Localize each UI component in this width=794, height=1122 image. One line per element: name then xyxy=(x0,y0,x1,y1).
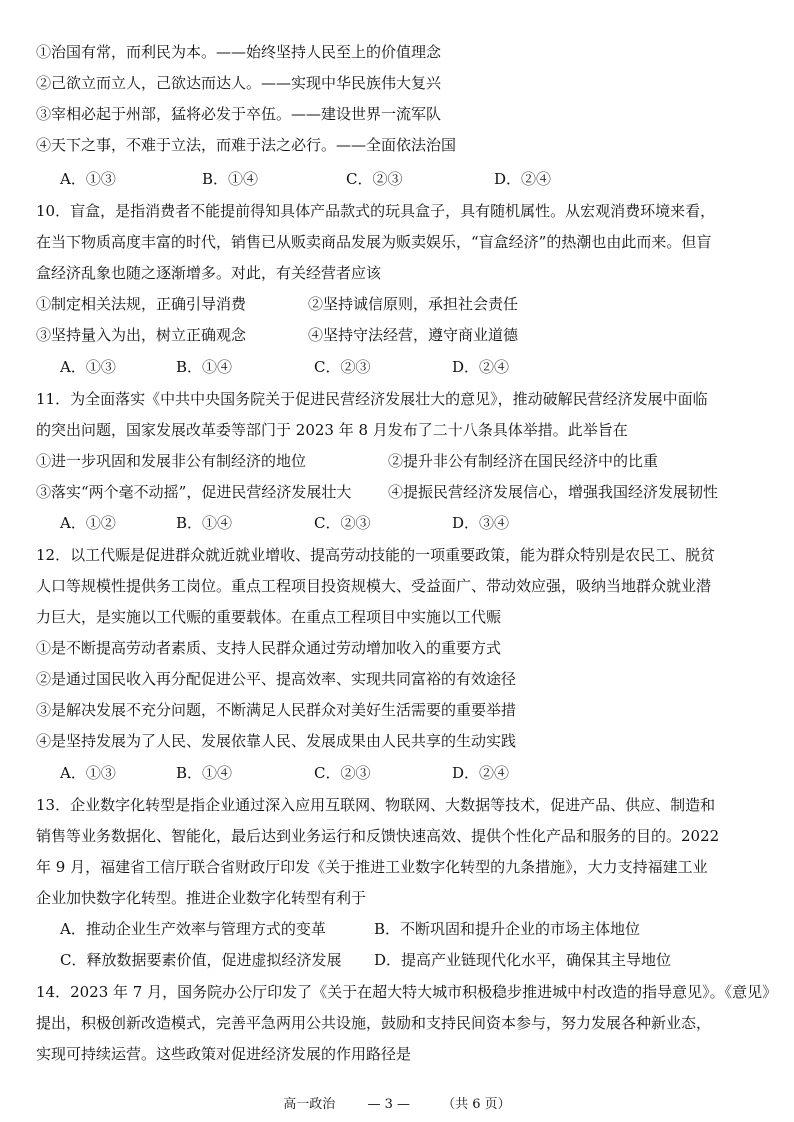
q10-choice-d: D．②④ xyxy=(452,358,510,376)
q11-item-3: ③落实“两个毫不动摇”，促进民营经济发展壮大 xyxy=(36,483,352,501)
q10-item-4: ④坚持守法经营，遵守商业道德 xyxy=(308,326,519,344)
q12-stem-1: 12．以工代赈是促进群众就近就业增收、提高劳动技能的一项重要政策，能为群众特别是农民工、脱贫 xyxy=(36,546,716,564)
q13-choice-b: B．不断巩固和提升企业的市场主体地位 xyxy=(374,920,641,938)
q10-item-3: ③坚持量入为出，树立正确观念 xyxy=(36,326,247,344)
q12-item-1: ①是不断提高劳动者素质、支持人民群众通过劳动增加收入的重要方式 xyxy=(36,639,502,657)
q9-item-4: ④天下之事，不难于立法，而难于法之必行。——全面依法治国 xyxy=(36,136,457,154)
q9-item-3: ③宰相必起于州部，猛将必发于卒伍。——建设世界一流军队 xyxy=(36,105,442,123)
q12-item-3: ③是解决发展不充分问题，不断满足人民群众对美好生活需要的重要举措 xyxy=(36,701,517,719)
q12-stem-2: 人口等规模性提供务工岗位。重点工程项目投资规模大、受益面广、带动效应强，吸纳当地群众就业潜 xyxy=(36,577,712,595)
q10-stem-3: 盒经济乱象也随之逐渐增多。对此，有关经营者应该 xyxy=(36,264,382,282)
q12-choice-a: A．①③ xyxy=(60,764,116,782)
q13-choice-c: C．释放数据要素价值，促进虚拟经济发展 xyxy=(60,951,342,969)
q13-stem-1: 13．企业数字化转型是指企业通过深入应用互联网、物联网、大数据等技术，促进产品、供应、制造和 xyxy=(36,796,716,814)
q12-choice-b: B．①④ xyxy=(176,764,233,782)
q13-stem-3: 年 9 月，福建省工信厅联合省财政厅印发《关于推进工业数字化转型的九条措施》，大力支持福建工业 xyxy=(36,858,708,876)
q13-choice-d: D．提高产业链现代化水平，确保其主导地位 xyxy=(374,951,672,969)
q9-item-2: ②己欲立而立人，己欲达而达人。——实现中华民族伟大复兴 xyxy=(36,74,442,92)
q13-stem-4: 企业加快数字化转型。推进企业数字化转型有利于 xyxy=(36,889,367,907)
q11-choice-c: C．②③ xyxy=(314,514,371,532)
q11-stem-1: 11．为全面落实《中共中央国务院关于促进民营经济发展壮大的意见》，推动破解民营经济发展中面临 xyxy=(36,390,708,408)
q11-item-4: ④提振民营经济发展信心，增强我国经济发展韧性 xyxy=(388,483,719,501)
q10-choice-a: A．①③ xyxy=(60,358,116,376)
q11-item-2: ②提升非公有制经济在国民经济中的比重 xyxy=(388,452,659,470)
q11-stem-2: 的突出问题，国家发展改革委等部门于 2023 年 8 月发布了二十八条具体举措。此举旨在 xyxy=(36,421,628,439)
q9-choice-a: A．①③ xyxy=(60,170,116,188)
q9-choice-c: C．②③ xyxy=(346,170,403,188)
q11-item-1: ①进一步巩固和发展非公有制经济的地位 xyxy=(36,452,307,470)
q12-item-4: ④是坚持发展为了人民、发展依靠人民、发展成果由人民共享的生动实践 xyxy=(36,732,517,750)
q10-item-2: ②坚持诚信原则，承担社会责任 xyxy=(308,295,519,313)
q12-choice-c: C．②③ xyxy=(314,764,371,782)
q13-stem-2: 销售等业务数据化、智能化，最后达到业务运行和反馈快速高效、提供个性化产品和服务的目的。2022 xyxy=(36,827,720,845)
q11-choice-a: A．①② xyxy=(60,514,116,532)
q10-item-1: ①制定相关法规，正确引导消费 xyxy=(36,295,247,313)
q12-stem-3: 力巨大，是实施以工代赈的重要载体。在重点工程项目中实施以工代赈 xyxy=(36,608,502,626)
q9-choice-d: D．②④ xyxy=(494,170,552,188)
footer-subject: 高一政治 xyxy=(283,1097,336,1112)
q13-choice-a: A．推动企业生产效率与管理方式的变革 xyxy=(60,920,326,938)
q12-choice-d: D．②④ xyxy=(452,764,510,782)
footer-page-number: — 3 — xyxy=(367,1097,410,1112)
q14-stem-1: 14．2023 年 7 月，国务院办公厅印发了《关于在超大特大城市积极稳步推进城中村改造的指导意见》。《意见》 xyxy=(36,983,778,1001)
q10-choice-c: C．②③ xyxy=(314,358,371,376)
q11-choice-b: B．①④ xyxy=(176,514,233,532)
q14-stem-3: 实现可持续运营。这些政策对促进经济发展的作用路径是 xyxy=(36,1045,412,1063)
q12-item-2: ②是通过国民收入再分配促进公平、提高效率、实现共同富裕的有效途径 xyxy=(36,670,517,688)
footer-total-pages: （共 6 页） xyxy=(442,1097,511,1112)
q10-stem-1: 10．盲盒，是指消费者不能提前得知具体产品款式的玩具盒子，具有随机属性。从宏观消费环境来看， xyxy=(36,202,716,220)
q9-choice-b: B．①④ xyxy=(202,170,259,188)
q11-choice-d: D．③④ xyxy=(452,514,510,532)
q10-stem-2: 在当下物质高度丰富的时代，销售已从贩卖商品发展为贩卖娱乐，“盲盒经济”的热潮也由此而来。但盲 xyxy=(36,233,712,251)
page-footer xyxy=(0,1096,794,1114)
q9-item-1: ①治国有常，而利民为本。——始终坚持人民至上的价值理念 xyxy=(36,43,442,61)
q10-choice-b: B．①④ xyxy=(176,358,233,376)
q14-stem-2: 提出，积极创新改造模式，完善平急两用公共设施，鼓励和支持民间资本参与，努力发展各种新业态， xyxy=(36,1014,712,1032)
